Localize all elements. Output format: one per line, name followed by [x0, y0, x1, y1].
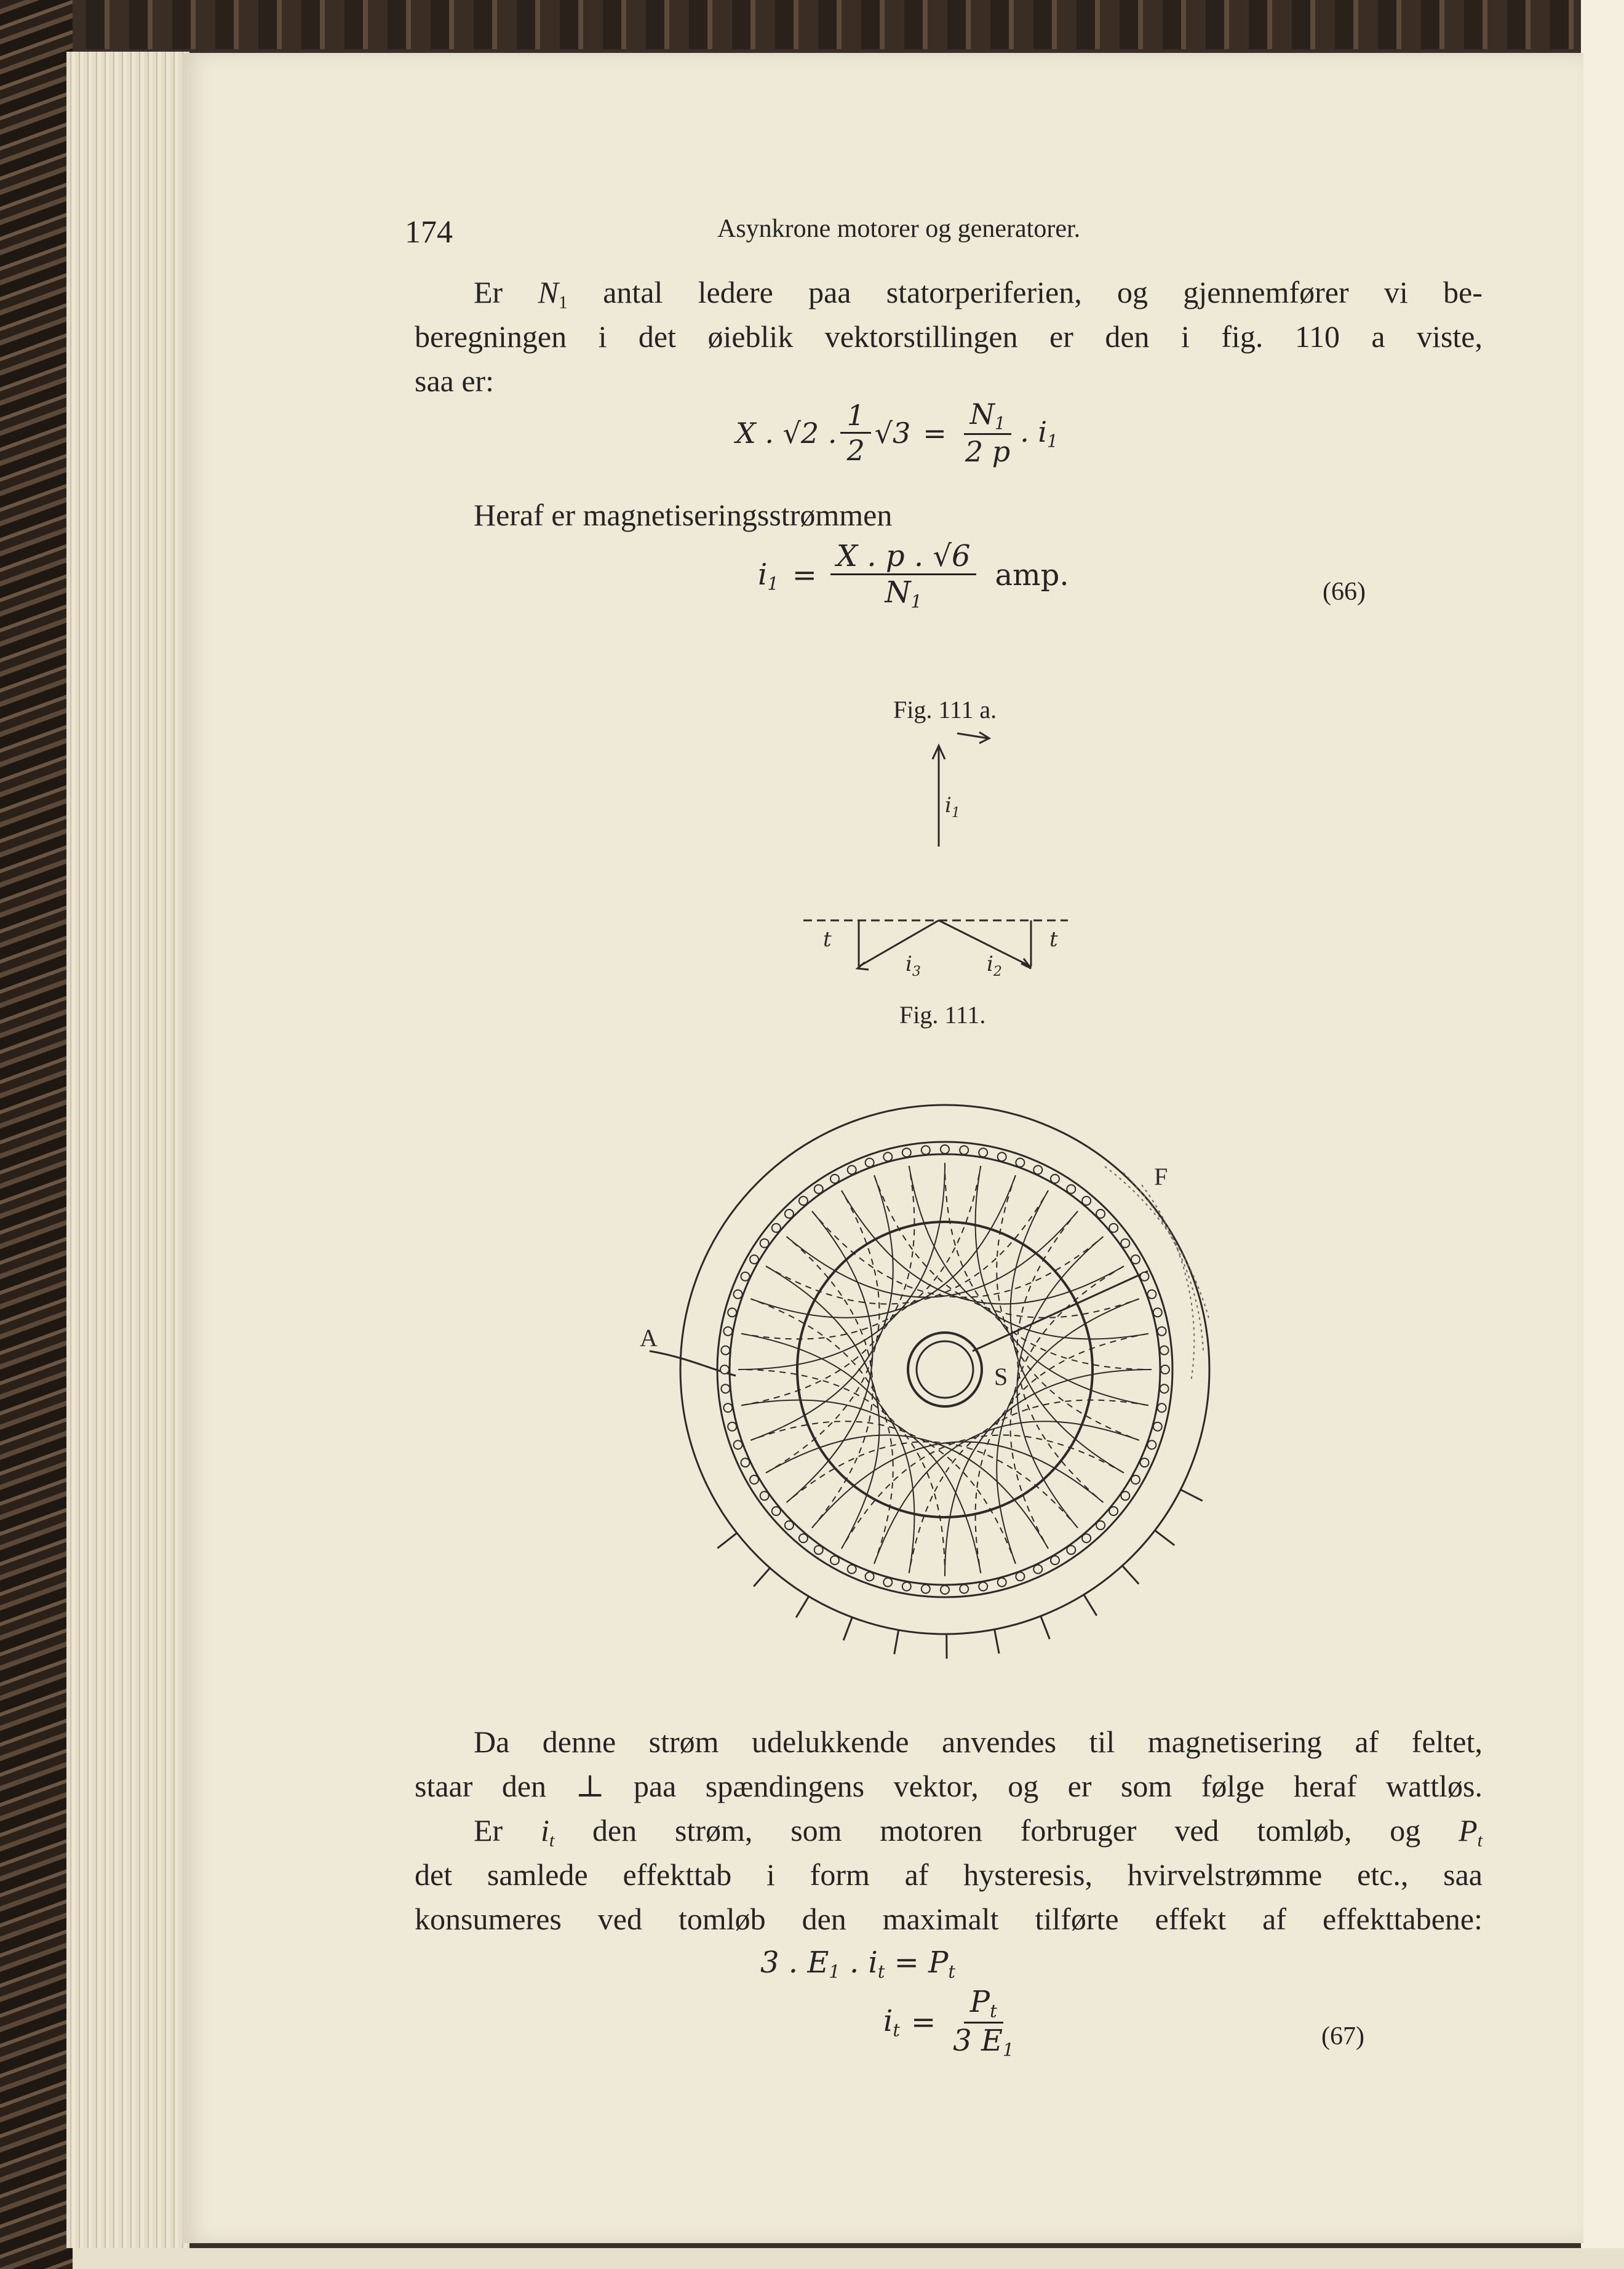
slot-conductor: [799, 1197, 808, 1205]
slot-conductor: [883, 1578, 892, 1587]
slot-conductor: [830, 1174, 839, 1183]
slot-conductor: [979, 1582, 987, 1591]
winding-coil: [741, 1400, 981, 1573]
slot-conductor: [734, 1440, 742, 1449]
slot-conductor: [1158, 1403, 1166, 1412]
slot-conductor: [741, 1458, 750, 1467]
label-i1: $i_1$: [945, 793, 960, 821]
fig-111a-caption: Fig. 111 a.: [893, 696, 997, 724]
equation-67: $i_t$ = $\frac{P_t}{3 E_1}$: [883, 1985, 1014, 2060]
slot-conductor: [1067, 1545, 1075, 1554]
slot-conductor: [902, 1582, 911, 1591]
slot-conductor: [830, 1556, 839, 1565]
slot-ring: [730, 1154, 1160, 1585]
slot-conductor: [1051, 1556, 1059, 1565]
slot-conductor: [814, 1185, 823, 1194]
winding-coil: [909, 1400, 1148, 1573]
slot-conductor: [760, 1239, 769, 1248]
slot-conductor: [1082, 1197, 1091, 1205]
slot-conductor: [883, 1152, 892, 1161]
label-S: S: [994, 1363, 1008, 1390]
slot-conductor: [1096, 1521, 1105, 1529]
slot-conductor: [998, 1152, 1006, 1161]
slot-conductor: [721, 1346, 730, 1355]
terminal-lead: [995, 1629, 1000, 1653]
book-page: [182, 53, 1583, 2243]
slot-conductor: [941, 1145, 949, 1154]
shaft-inner: [917, 1341, 973, 1398]
winding-coil: [787, 1237, 873, 1528]
page-edges: [66, 52, 189, 2248]
equation-number-67: (67): [1321, 2022, 1364, 2051]
slot-conductor: [760, 1491, 769, 1500]
stator-inner-ring: [717, 1142, 1172, 1597]
slot-conductor: [1160, 1384, 1169, 1393]
slot-conductor: [866, 1158, 874, 1167]
para2: Heraf er magnetiseringsstrømmen: [474, 498, 893, 532]
para3-line1: Da denne strøm udelukkende anvendes til magnetisering af feltet,: [474, 1725, 1483, 1759]
slot-conductor: [1160, 1346, 1169, 1355]
slot-conductor: [1016, 1158, 1024, 1167]
para3-line3: Er $i_t$ den strøm, som motoren forbruger ved tomløb, og $P_t$: [474, 1813, 1483, 1851]
slot-conductor: [1082, 1534, 1091, 1542]
book-cover-top: [0, 0, 1624, 49]
equation-1: X . √2 . $\frac{1}{2}$ √3 = $\frac{N_1}{2 p}$ . $i_1$: [736, 397, 1058, 469]
slot-conductor: [941, 1585, 949, 1594]
slot-conductor: [785, 1210, 794, 1218]
slot-conductor: [921, 1146, 930, 1154]
slot-conductor: [960, 1146, 968, 1154]
running-title: Asynkrone motorer og generatorer.: [717, 215, 1081, 243]
slot-conductor: [721, 1384, 730, 1393]
fig-111-winding-diagram: [637, 1062, 1252, 1677]
equation-66: $i_1$ = $\frac{X . p . √6}{N_1}$ amp.: [758, 539, 1069, 612]
slot-conductor: [979, 1148, 987, 1157]
terminal-lead: [796, 1597, 809, 1617]
slot-conductor: [902, 1148, 911, 1157]
terminal-lead: [754, 1568, 770, 1587]
slot-conductor: [720, 1365, 729, 1374]
slot-conductor: [998, 1578, 1006, 1587]
fig-111-caption: Fig. 111.: [899, 1001, 986, 1029]
vector-i2: [939, 920, 1031, 967]
page-number: 174: [405, 215, 453, 250]
slot-conductor: [1153, 1422, 1162, 1431]
slot-conductor: [728, 1308, 736, 1317]
terminal-lead: [1084, 1595, 1097, 1616]
label-i3: $i_3$: [906, 952, 921, 979]
slot-conductor: [1131, 1475, 1140, 1484]
book-cover-marbled: [0, 0, 73, 2269]
equation-number-66: (66): [1323, 578, 1366, 606]
winding-slots: [720, 1145, 1169, 1594]
terminal-lead: [1155, 1530, 1174, 1545]
slot-conductor: [1158, 1327, 1166, 1336]
para3-line5: konsumeres ved tomløb den maximalt tilførte effekt af effekttabene:: [415, 1902, 1483, 1936]
slot-conductor: [1161, 1365, 1169, 1374]
label-t-left: t: [823, 927, 832, 952]
label-i2: $i_2$: [987, 952, 1002, 979]
slot-conductor: [723, 1327, 732, 1336]
fig-111a-vector-diagram: [766, 730, 1086, 988]
slot-conductor: [1096, 1210, 1105, 1218]
winding-coil: [738, 1370, 945, 1576]
slot-conductor: [799, 1534, 808, 1542]
terminal-lead: [1180, 1489, 1203, 1501]
slot-conductor: [785, 1521, 794, 1529]
terminal-lead: [1122, 1566, 1139, 1584]
slot-conductor: [750, 1475, 758, 1484]
para1-line3: saa er:: [415, 364, 495, 398]
slot-conductor: [1067, 1185, 1075, 1194]
label-A: A: [640, 1324, 658, 1352]
slot-conductor: [1121, 1491, 1129, 1500]
terminal-lead: [894, 1630, 899, 1654]
slot-conductor: [741, 1272, 750, 1281]
slot-conductor: [728, 1422, 736, 1431]
slot-conductor: [866, 1572, 874, 1581]
slot-conductor: [1051, 1174, 1059, 1183]
slot-conductor: [1147, 1290, 1156, 1299]
slot-conductor: [772, 1507, 781, 1515]
slot-conductor: [1153, 1308, 1162, 1317]
bottom-edge: [73, 2248, 1624, 2269]
winding-coil: [945, 1163, 1152, 1370]
shaft-outer: [908, 1333, 982, 1406]
vector-i3: [859, 920, 939, 967]
slot-conductor: [1140, 1458, 1149, 1467]
para3-line2: staar den ⊥ paa spændingens vektor, og er som følge heraf wattløs.: [415, 1769, 1483, 1803]
slot-conductor: [921, 1585, 930, 1593]
terminal-lead: [717, 1533, 737, 1549]
slot-conductor: [814, 1545, 823, 1554]
slot-conductor: [1147, 1440, 1156, 1449]
slot-conductor: [1140, 1272, 1149, 1281]
winding-coil: [738, 1163, 945, 1370]
winding-coil: [741, 1166, 914, 1405]
slot-conductor: [723, 1403, 732, 1412]
slot-conductor: [1131, 1255, 1140, 1264]
slot-conductor: [734, 1290, 742, 1299]
slot-conductor: [1121, 1239, 1129, 1248]
right-margin: [1581, 0, 1624, 2269]
equation-power: 3 . $E_1$ . $i_t = P_t$: [760, 1945, 955, 1982]
terminal-lead: [843, 1617, 852, 1641]
label-t-right: t: [1049, 927, 1058, 952]
slot-conductor: [848, 1565, 856, 1574]
slot-conductor: [848, 1166, 856, 1174]
slot-conductor: [1016, 1572, 1024, 1581]
winding-coil: [741, 1334, 914, 1573]
slot-conductor: [772, 1224, 781, 1232]
terminal-lead: [1041, 1616, 1050, 1639]
slot-conductor: [1109, 1507, 1118, 1515]
slot-conductor: [750, 1255, 758, 1264]
winding-coil: [945, 1370, 1152, 1576]
para3-line4: det samlede effekttab i form af hysteresis, hvirvelstrømme etc., saa: [415, 1857, 1483, 1892]
slot-conductor: [960, 1585, 968, 1593]
para1-line2: beregningen i det øieblik vektorstillingen er den i fig. 110 a viste,: [415, 319, 1483, 354]
para1-line1: Er $N_1$ antal ledere paa statorperiferien, og gjennemfører vi be-: [474, 275, 1483, 313]
slot-conductor: [1033, 1166, 1042, 1174]
winding-coil: [909, 1166, 1148, 1339]
winding-coil: [741, 1166, 981, 1339]
label-F: F: [1154, 1163, 1168, 1190]
slot-conductor: [1109, 1224, 1118, 1232]
winding-coil: [1017, 1211, 1103, 1502]
slot-conductor: [1033, 1565, 1042, 1574]
